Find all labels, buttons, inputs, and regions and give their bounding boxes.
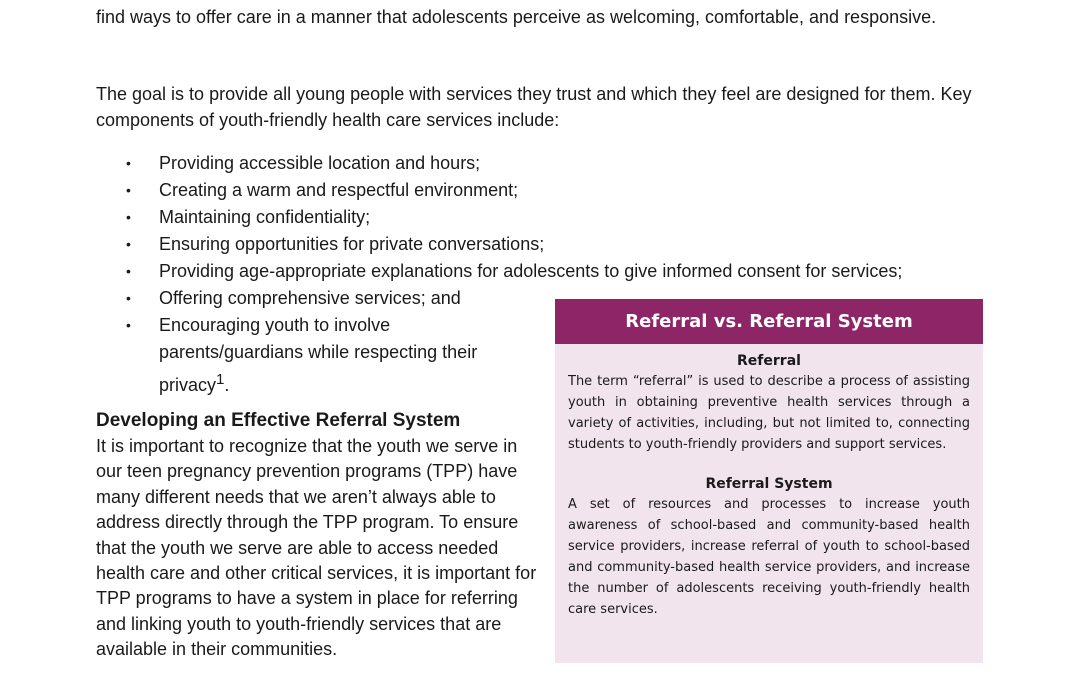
referral-heading: Referral: [737, 353, 801, 369]
bullet-icon: •: [126, 236, 131, 252]
referral-system-heading: Referral System: [705, 476, 833, 492]
section-body: It is important to recognize that the youth we serve in our teen pregnancy prevention programs (TPP) have many different needs that we aren’t always able to address directly through the TPP program. To ensure that the youth we serve are able to access needed health care and other critical services, it is important for TPP programs to have a system in place for referring and linking youth to youth-friendly services that are available in their communities.: [96, 436, 537, 660]
list-item: [96, 231, 996, 258]
bullet-icon: •: [126, 290, 131, 306]
intro-paragraph-2: The goal is to provide all young people with services they trust and which they feel are designed for them. Key components of youth-friendly health care services include:: [96, 84, 972, 130]
list-item-text: Providing age-appropriate explanations for adolescents to give informed consent for services;: [159, 261, 903, 281]
list-item: [96, 177, 996, 204]
bullet-icon: •: [126, 209, 131, 225]
referral-system-definition: A set of resources and processes to increase youth awareness of school-based and community-based health service providers, increase referral of youth to school-based and community-based health service providers, and increase the number of adolescents receiving youth-friendly health care services.: [568, 497, 970, 617]
sidebar-title: Referral vs. Referral System: [555, 299, 983, 344]
bullet-icon: •: [126, 317, 131, 333]
list-item: [96, 285, 519, 312]
list-item-text: Offering comprehensive services; and: [159, 288, 461, 308]
list-item-end: .: [224, 375, 230, 395]
list-item: [96, 204, 996, 231]
bullet-icon: •: [126, 155, 131, 171]
list-item: [96, 150, 996, 177]
footnote-reference: 1: [216, 371, 225, 388]
list-item-text: Creating a warm and respectful environment;: [159, 180, 519, 200]
bullet-icon: •: [126, 263, 131, 279]
sidebar-body: [555, 344, 983, 620]
list-item-text: Encouraging youth to involve parents/guardians while respecting their privacy: [159, 315, 478, 395]
list-item: [96, 258, 996, 285]
list-item-text: Maintaining confidentiality;: [159, 207, 371, 227]
list-item: [96, 312, 519, 399]
intro-paragraph-1: find ways to offer care in a manner that adolescents perceive as welcoming, comfortable, and responsive.: [96, 7, 937, 27]
list-item-text: Providing accessible location and hours;: [159, 153, 481, 173]
referral-sidebar: [555, 299, 983, 663]
section-heading: Developing an Effective Referral System: [96, 410, 461, 431]
bullet-icon: •: [126, 182, 131, 198]
list-item-text: Ensuring opportunities for private conversations;: [159, 234, 545, 254]
referral-definition: The term “referral” is used to describe a process of assisting youth in obtaining preventive health services through a variety of activities, including, but not limited to, connecting students to youth-friendly providers and support services.: [568, 374, 970, 452]
